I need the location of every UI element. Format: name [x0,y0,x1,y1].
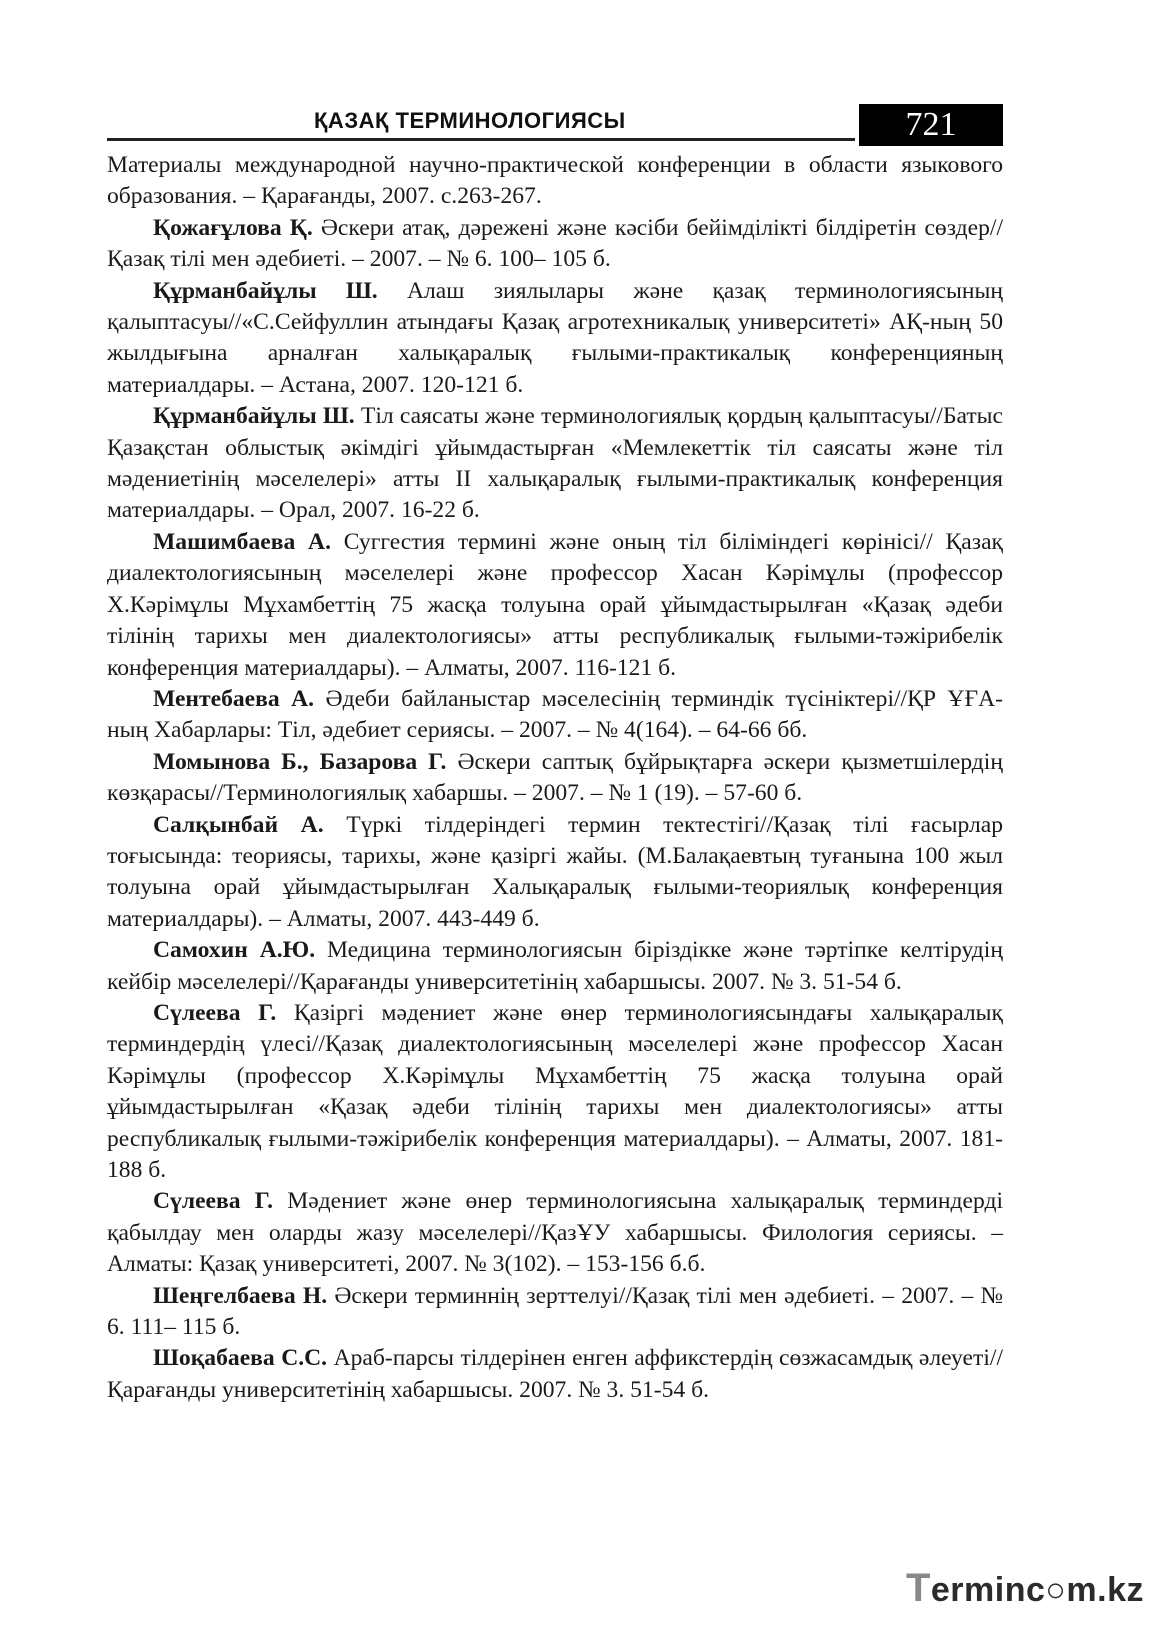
entry-author: Момынова Б., Базарова Г. [153,748,447,775]
entry-author: Сүлеева Г. [153,999,277,1026]
page-header [107,104,1003,146]
entry-author: Машимбаева А. [153,528,331,555]
entry-author: Ментебаева А. [153,685,315,712]
entry-text: Мәдениет және өнер терминологиясына халықаралық терминдерді қабылдау мен оларды жазу мәселелері//ҚазҰУ хабаршысы. Филология сериясы. – Алматы: Қазақ университеті, 2007. № 3(102). – 153-156 б.б. [107,1188,1003,1278]
bibliography-list [107,150,1003,1406]
header-rule [107,138,855,141]
running-title: ҚАЗАҚ ТЕРМИНОЛОГИЯСЫ [314,108,626,133]
watermark-logo-letter: T [905,1566,931,1610]
entry-author: Сүлеева Г. [153,1188,274,1215]
entry-text: Суггестия термині және оның тіл біліміндегі көрінісі// Қазақ диалектологиясының мәселелері және профессор Хасан Кәрімұлы (профессор Х.Кәрімұлы Мұхамбеттің 75 жасқа толуына орай ұйымдастырылған «Қазақ әдеби тілінің тарихы мен диалектологиясы» атты республикалық ғылыми-тәжірибелік конференция материалдары). – Алматы, 2007. 116-121 б. [107,528,1004,681]
bibliography-entry [107,1186,1003,1280]
bibliography-entry [107,213,1003,276]
page-number: 721 [859,104,1003,146]
entry-text: Қазіргі мәдениет және өнер терминологиясындағы халықаралық терминдердің үлесі//Қазақ диалектологиясының мәселелері және профессор Хасан Кәрімұлы (профессор Х.Кәрімұлы Мұхамбеттің 75 жасқа толуына орай ұйымдастырылған «Қазақ әдеби тілінің тарихы мен диалектологиясы» атты республикалық ғылыми-тәжірибелік конференция материалдары). – Алматы, 2007. 181-188 б. [107,999,1003,1183]
entry-text: Тіл саясаты және терминологиялық қордың қалыптасуы//Батыс Қазақстан облыстық әкімдігі ұйымдастырған «Мемлекеттік тіл саясаты және тіл мәдениетінің мәселелері» атты ІІ халықаралық ғылыми-практикалық конференция материалдары. – Орал, 2007. 16-22 б. [107,403,1003,524]
bibliography-entry [107,527,1003,684]
bibliography-entry [107,150,1003,213]
bibliography-entry [107,747,1003,810]
bibliography-entry [107,998,1003,1186]
bibliography-entry [107,401,1003,527]
entry-text: Әдеби байланыстар мәселесінің терминдік түсініктері//ҚР ҰҒА-ның Хабарлары: Тіл, әдебиет сериясы. – 2007. – № 4(164). – 64-66 бб. [107,685,1003,744]
entry-author: Шеңгелбаева Н. [153,1282,328,1309]
entry-author: Құрманбайұлы Ш. [153,277,378,304]
bibliography-entry [107,810,1003,936]
entry-text: Алаш зиялылары және қазақ терминологиясының қалыптасуы//«С.Сейфуллин атындағы Қазақ агротехникалық университеті» АҚ-ның 50 жылдығына арналған халықаралық ғылыми-практикалық конференцияның материалдары. – Астана, 2007. 120-121 б. [107,277,1003,398]
entry-author: Шоқабаева С.С. [153,1345,328,1372]
entry-text: Әскери саптық бұйрықтарға әскери қызметшілердің көзқарасы//Терминологиялық хабаршы. – 2007. – № 1 (19). – 57-60 б. [107,748,1003,807]
entry-text: Әскери терминнің зерттелуі//Қазақ тілі мен әдебиеті. – 2007. – № 6. 111– 115 б. [107,1282,1004,1341]
entry-author: Құрманбайұлы Ш. [153,403,355,430]
entry-text: Түркі тілдеріндегі термин тектестігі//Қазақ тілі ғасырлар тоғысында: теориясы, тарихы, және қазіргі жайы. (М.Балақаевтың туғанына 100 жыл толуына орай ұйымдастырылған Халықаралық ғылыми-теориялық конференция материалдары). – Алматы, 2007. 443-449 б. [107,811,1003,932]
bibliography-entry [107,276,1003,402]
bibliography-entry [107,935,1003,998]
bibliography-entry [107,1343,1003,1406]
entry-author: Самохин А.Ю. [153,937,316,964]
entry-author: Қожағұлова Қ. [153,214,313,241]
entry-text: Әскери атақ, дәрежені және кәсіби бейімділікті білдіретін сөздер//Қазақ тілі мен әдебиеті. – 2007. – № 6. 100– 105 б. [107,214,1004,273]
entry-text: Медицина терминологиясын біріздікке және тәртіпке келтірудің кейбір мәселелері//Қарағанды университетінің хабаршысы. 2007. № 3. 51-54 б. [107,937,1003,995]
entry-author: Салқынбай А. [153,811,324,838]
entry-text: Араб-парсы тілдерінен енген аффикстердің сөзжасамдық әлеуеті//Қарағанды университетінің хабаршысы. 2007. № 3. 51-54 б. [107,1345,1003,1403]
entry-text: Материалы международной научно-практической конференции в области языкового образования. – Қарағанды, 2007. с.263-267. [107,152,1003,210]
bibliography-entry [107,684,1003,747]
bibliography-entry [107,1281,1003,1344]
watermark-text: erminc○m.kz [930,1571,1144,1609]
site-watermark [906,1566,1144,1611]
